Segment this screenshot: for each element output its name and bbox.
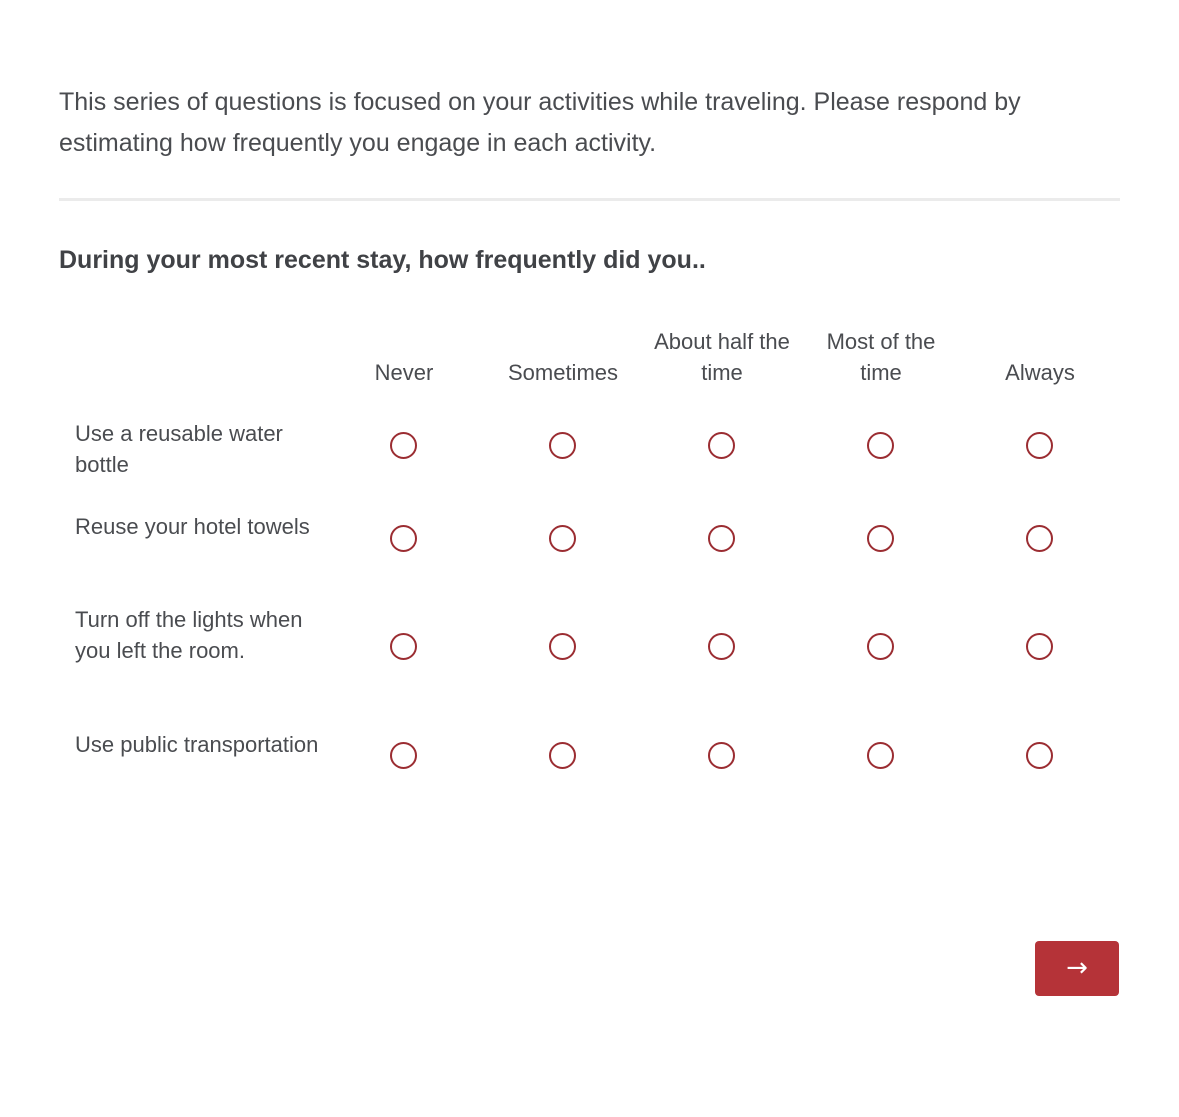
radio-never[interactable] xyxy=(390,432,417,459)
column-header-always xyxy=(965,324,1115,388)
radio-sometimes[interactable] xyxy=(549,742,576,769)
radio-about-half[interactable] xyxy=(708,525,735,552)
column-header-most xyxy=(806,324,956,388)
row-label: Turn off the lights when you left the room. xyxy=(75,607,303,663)
radio-about-half[interactable] xyxy=(708,633,735,660)
radio-never[interactable] xyxy=(390,633,417,660)
radio-about-half[interactable] xyxy=(708,742,735,769)
intro-text: This series of questions is focused on your activities while traveling. Please respond by estimating how frequently you engage in each activity. xyxy=(59,88,1021,157)
radio-always[interactable] xyxy=(1026,525,1053,552)
row-label: Reuse your hotel towels xyxy=(75,514,310,539)
radio-always[interactable] xyxy=(1026,633,1053,660)
column-header-about-half xyxy=(647,324,797,388)
radio-sometimes[interactable] xyxy=(549,525,576,552)
column-header-label: Never xyxy=(374,360,434,385)
column-header-sometimes xyxy=(488,324,638,388)
next-button[interactable] xyxy=(1035,941,1119,996)
column-header-never xyxy=(329,324,479,388)
radio-always[interactable] xyxy=(1026,432,1053,459)
column-header-label: Always xyxy=(1005,360,1075,385)
column-header-label: Sometimes xyxy=(507,360,619,385)
arrow-right-icon: → xyxy=(1066,953,1088,983)
row-label: Use a reusable water bottle xyxy=(75,421,283,477)
radio-most[interactable] xyxy=(867,432,894,459)
radio-sometimes[interactable] xyxy=(549,432,576,459)
section-divider xyxy=(59,198,1120,201)
column-header-label: Most of the time xyxy=(826,329,936,385)
radio-most[interactable] xyxy=(867,742,894,769)
question-title: During your most recent stay, how frequently did you.. xyxy=(59,246,706,274)
radio-always[interactable] xyxy=(1026,742,1053,769)
radio-about-half[interactable] xyxy=(708,432,735,459)
row-label: Use public transportation xyxy=(75,732,319,757)
radio-most[interactable] xyxy=(867,525,894,552)
column-header-label: About half the time xyxy=(654,329,790,385)
radio-most[interactable] xyxy=(867,633,894,660)
radio-never[interactable] xyxy=(390,525,417,552)
radio-sometimes[interactable] xyxy=(549,633,576,660)
radio-never[interactable] xyxy=(390,742,417,769)
